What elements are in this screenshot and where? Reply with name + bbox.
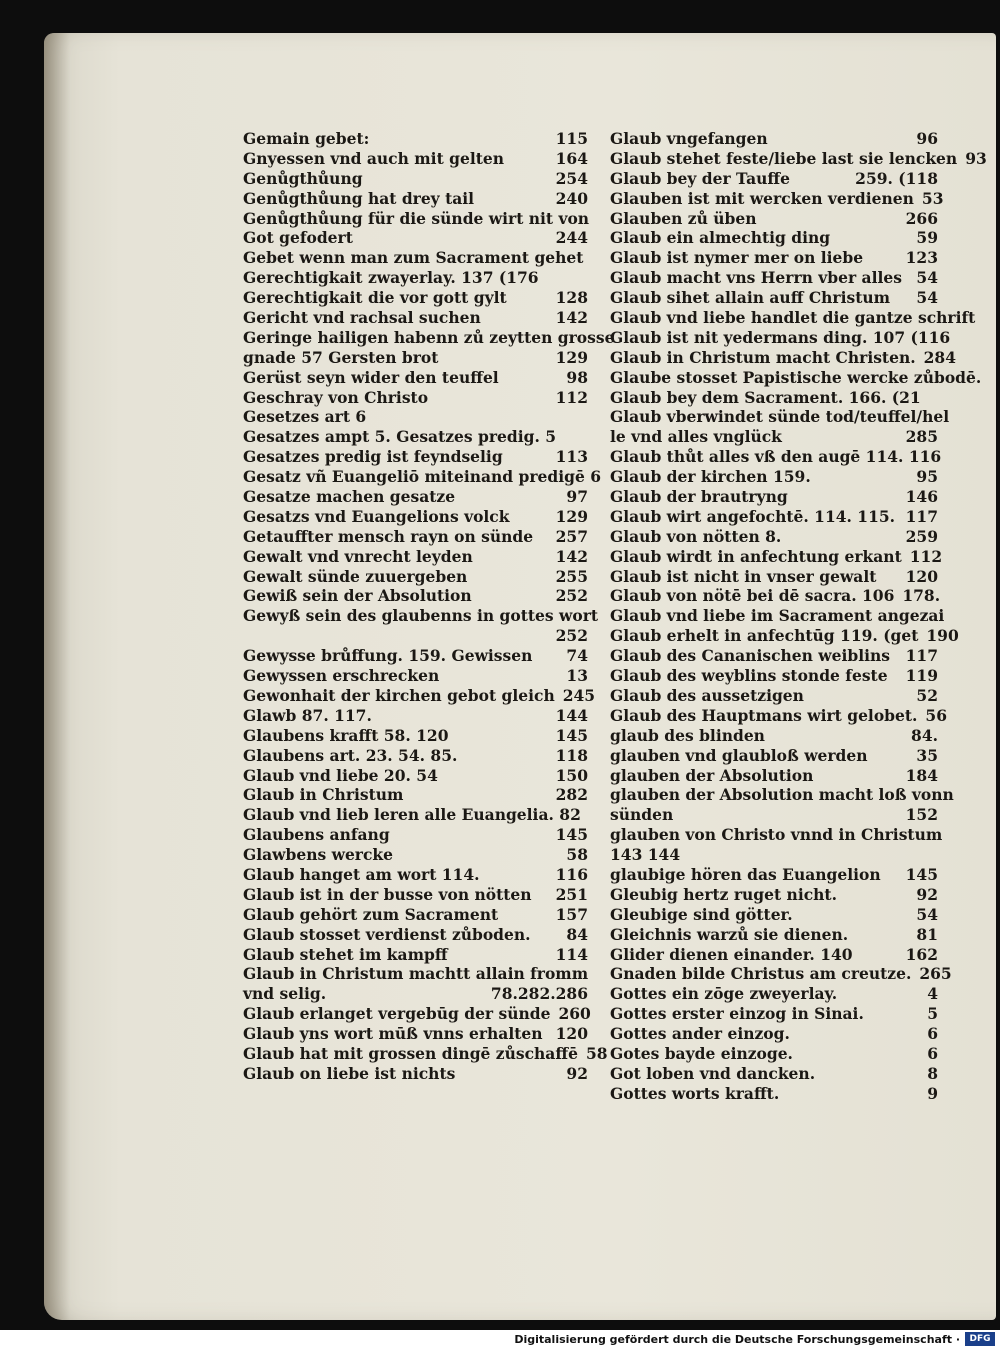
dfg-logo: DFG: [965, 1332, 995, 1346]
index-entry-page: 112: [909, 546, 943, 566]
index-entry-text: Glaubens art. 23. 54. 85.: [243, 745, 458, 765]
index-entry-page: 120: [555, 1024, 588, 1044]
index-entry: [243, 1024, 588, 1044]
index-entry-text: Got loben vnd dancken.: [610, 1063, 816, 1083]
index-entry-text: Glaub der kirchen 159.: [610, 467, 811, 487]
index-entry: [610, 1024, 938, 1044]
index-entry-page: 93: [965, 148, 987, 168]
index-entry-text: gnade 57 Gersten brot: [243, 347, 439, 367]
index-entry-page: 142: [555, 546, 588, 566]
index-entry-text: glauben der Absolution: [610, 765, 814, 785]
index-entry-page: 252: [555, 626, 588, 646]
index-entry-page: 58: [585, 1043, 608, 1063]
index-entry-text: Glaub von nötē bei dē sacra. 106: [610, 586, 895, 606]
index-entry-page: 9: [927, 1083, 938, 1103]
index-entry-page: 56: [925, 705, 947, 725]
index-entry-page: 245: [562, 685, 596, 705]
index-entry-page: 113: [555, 447, 588, 467]
index-entry-text: Glaub in Christum macht Christen.: [610, 347, 916, 367]
index-entry: [610, 228, 938, 248]
index-entry: [610, 347, 956, 368]
index-entry: [610, 626, 959, 646]
index-entry: [610, 527, 938, 547]
index-entry-text: Glider dienen einander. 140: [610, 944, 853, 964]
index-entry-text: Gnyessen vnd auch mit gelten: [243, 148, 505, 168]
index-entry-page: 260: [558, 1004, 591, 1024]
index-entry-text: Glaubens anfang: [243, 825, 390, 845]
index-entry: [243, 1043, 608, 1064]
index-entry-text: glaub des blinden: [610, 725, 765, 745]
index-entry-page: 6: [927, 1043, 938, 1063]
index-entry: [610, 885, 938, 905]
index-entry: [243, 209, 588, 229]
index-entry-text: Gottes worts krafft.: [610, 1083, 780, 1103]
index-entry: [610, 964, 952, 984]
index-entry: [610, 507, 938, 527]
index-entry-text: Geschray von Christo: [243, 387, 429, 407]
index-entry: [243, 905, 588, 925]
index-entry-text: Glaub der brautryng: [610, 487, 788, 507]
index-entry-page: 120: [905, 566, 938, 586]
index-entry-page: 128: [555, 288, 588, 308]
index-entry-page: 259. (118: [855, 168, 938, 188]
index-entry-page: 95: [916, 467, 938, 487]
index-entry-text: Glaub vnd liebe handlet die gantze schrift: [610, 308, 976, 328]
index-entry: [243, 685, 596, 706]
index-entry-page: 190: [926, 626, 959, 646]
index-entry-page: 184: [905, 765, 938, 785]
index-entry-text: Glaub thůt alles vß den augē 114. 116: [610, 447, 942, 467]
index-entry-text: Gewyß sein des glaubenns in gottes wort: [243, 606, 599, 626]
index-entry: [243, 964, 588, 984]
index-entry-text: vnd selig.: [243, 984, 327, 1004]
index-entry-text: Got gefodert: [243, 228, 353, 248]
index-entry-text: Gesatz vñ Euangeliō miteinand predigē 6: [243, 467, 601, 487]
index-entry: [610, 268, 938, 288]
index-entry-page: 54: [916, 268, 938, 288]
index-entry-text: Glaub ist nicht in vnser gewalt: [610, 566, 877, 586]
index-entry: [243, 248, 588, 268]
index-entry: [243, 586, 588, 606]
index-entry: [610, 805, 938, 825]
index-entry-text: Glaub in Christum: [243, 785, 404, 805]
index-entry-text: Genůgthůung für die sünde wirt nit von: [243, 208, 590, 228]
index-entry-text: Gesatzes ampt 5. Gesatzes predig. 5: [243, 427, 557, 447]
index-entry-text: sünden: [610, 805, 674, 825]
index-entry-page: 114: [555, 944, 588, 964]
index-entry: [243, 805, 588, 825]
index-entry-text: Glaub wirdt in anfechtung erkant: [610, 546, 902, 566]
index-entry-text: Gewonhait der kirchen gebot gleich: [243, 685, 555, 705]
index-entry: [243, 567, 588, 587]
index-entry-page: 142: [555, 308, 588, 328]
index-entry-text: Glaub bey dem Sacrament. 166. (21: [610, 387, 921, 407]
index-entry: [610, 188, 944, 209]
index-entry-text: glauben von Christo vnnd in Christum: [610, 825, 943, 845]
index-entry: [610, 845, 938, 865]
index-entry: [610, 586, 941, 606]
index-entry-text: Gleichnis warzů sie dienen.: [610, 924, 849, 944]
index-entry-page: 5: [927, 1004, 938, 1024]
index-entry-text: glaubige hören das Euangelion: [610, 864, 881, 884]
index-entry: [610, 686, 938, 706]
index-entry-text: Gewalt vnd vnrecht leyden: [243, 546, 473, 566]
index-entry-text: Gewiß sein der Absolution: [243, 586, 472, 606]
index-entry-text: Gewyssen erschrecken: [243, 666, 440, 686]
index-entry-page: 152: [905, 805, 938, 825]
index-entry-page: 157: [555, 904, 588, 924]
index-entry-page: 13: [566, 666, 588, 686]
index-entry: [243, 527, 588, 547]
index-entry-page: 284: [923, 347, 956, 367]
index-entry-page: 92: [566, 1063, 588, 1083]
index-entry: [610, 248, 938, 268]
index-entry: [610, 567, 938, 587]
index-entry-page: 97: [566, 487, 588, 507]
index-entry: [243, 487, 588, 507]
index-entry-text: Gleubig hertz ruget nicht.: [610, 884, 837, 904]
index-entry-page: 115: [555, 129, 588, 148]
index-entry-page: 8: [927, 1063, 938, 1083]
index-entry: [610, 1004, 938, 1024]
index-entry-text: le vnd alles vnglück: [610, 427, 782, 447]
index-entry: [610, 427, 938, 447]
index-entry: [610, 129, 938, 149]
index-entry-page: 4: [927, 984, 938, 1004]
index-entry-page: 244: [555, 228, 588, 248]
index-entry-text: Gewysse brůffung. 159. Gewissen: [243, 646, 533, 666]
index-entry: [243, 327, 615, 348]
index-entry: [610, 785, 954, 805]
index-entry: [610, 726, 938, 746]
index-entry-text: Glaub gehört zum Sacrament: [243, 904, 499, 924]
index-entry-text: Glaub sihet allain auff Christum: [610, 288, 891, 308]
index-entry: [243, 149, 588, 169]
index-entry-text: Gesetzes art 6: [243, 407, 367, 427]
index-entry: [610, 1084, 938, 1104]
index-entry: [610, 746, 938, 766]
index-entry-page: 123: [905, 248, 938, 268]
index-entry-page: 255: [555, 566, 588, 586]
index-entry-page: 117: [905, 506, 938, 526]
index-entry: [243, 984, 588, 1004]
index-entry: [243, 308, 588, 328]
index-entry-text: Glaub on liebe ist nichts: [243, 1063, 456, 1083]
index-entry: [243, 447, 588, 467]
index-entry: [243, 129, 588, 149]
index-entry-page: 150: [555, 765, 588, 785]
index-entry-text: Gottes ander einzog.: [610, 1024, 790, 1044]
index-entry-page: 129: [555, 347, 588, 367]
index-entry-text: Glaub ist in der busse von nötten: [243, 884, 532, 904]
index-entry-page: 92: [916, 884, 938, 904]
index-entry: [243, 746, 588, 766]
index-entry-page: 84.: [911, 725, 938, 745]
index-entry: [243, 666, 588, 686]
index-entry: [243, 388, 588, 408]
index-entry: [243, 368, 588, 388]
index-column-left: [243, 129, 615, 1084]
index-entry: [243, 825, 588, 845]
index-entry-page: 129: [555, 506, 588, 526]
index-entry: [243, 467, 601, 487]
index-entry-text: Getauffter mensch rayn on sünde: [243, 526, 534, 546]
index-entry-page: 285: [905, 427, 938, 447]
index-entry-text: Glaub von nötten 8.: [610, 526, 782, 546]
index-entry-page: 116: [555, 864, 588, 884]
index-entry: [610, 546, 943, 567]
footer-credit-text: Digitalisierung gefördert durch die Deutsche Forschungsgemeinschaft ·: [514, 1333, 960, 1346]
index-entry: [243, 885, 588, 905]
index-entry-text: Gesatze machen gesatze: [243, 487, 456, 507]
index-entry: [610, 388, 938, 408]
index-entry-page: 119: [905, 666, 938, 686]
index-entry-text: Glaub hanget am wort 114.: [243, 864, 480, 884]
index-entry-page: 58: [566, 845, 588, 865]
index-entry: [610, 766, 938, 786]
index-entry-text: Glaub ist nit yedermans ding. 107 (116: [610, 327, 951, 347]
index-entry-text: Glaub bey der Tauffe: [610, 168, 790, 188]
index-entry-page: 145: [555, 725, 588, 745]
index-column-right: [610, 129, 987, 1104]
index-entry: [243, 925, 588, 945]
index-entry: [243, 706, 588, 726]
index-entry: [243, 407, 588, 427]
index-entry-page: 145: [905, 864, 938, 884]
index-entry-page: 117: [905, 646, 938, 666]
index-entry-text: Glaub ein almechtig ding: [610, 228, 831, 248]
index-entry: [610, 288, 938, 308]
index-entry-page: 54: [916, 288, 938, 308]
index-entry-text: Gebet wenn man zum Sacrament gehet: [243, 248, 584, 268]
index-entry: [610, 148, 987, 169]
index-entry-text: glauben vnd glaubloß werden: [610, 745, 868, 765]
index-entry: [243, 169, 588, 189]
index-entry-text: Glauben ist mit wercken verdienen: [610, 188, 914, 208]
index-entry-page: 78.282.286: [490, 984, 588, 1004]
index-entry: [243, 726, 588, 746]
index-entry: [243, 626, 588, 646]
index-entry-text: Glaub erlanget vergebūg der sünde: [243, 1004, 551, 1024]
index-entry-text: Gottes erster einzog in Sinai.: [610, 1004, 864, 1024]
index-entry: [243, 606, 599, 626]
index-entry-page: 35: [916, 745, 938, 765]
index-entry-text: Gesatzs vnd Euangelions volck: [243, 506, 510, 526]
index-entry-page: 259: [905, 526, 938, 546]
index-entry-page: 144: [555, 705, 588, 725]
index-entry: [610, 865, 938, 885]
index-entry-page: 84: [566, 924, 588, 944]
index-entry-page: 54: [916, 904, 938, 924]
index-entry-text: Glaub vngefangen: [610, 129, 768, 148]
index-entry: [243, 1064, 588, 1084]
index-entry-page: 252: [555, 586, 588, 606]
index-entry-text: Gesatzes predig ist feyndselig: [243, 447, 503, 467]
index-entry: [610, 925, 938, 945]
index-entry-page: 240: [555, 188, 588, 208]
index-entry: [243, 189, 588, 209]
index-entry-page: 81: [916, 924, 938, 944]
index-entry-page: 145: [555, 825, 588, 845]
index-entry: [610, 666, 938, 686]
index-entry-text: Gewalt sünde zuuergeben: [243, 566, 468, 586]
index-entry-text: Glaub vnd liebe im Sacrament angezai: [610, 606, 945, 626]
index-entry: [243, 865, 588, 885]
index-entry-page: 98: [566, 367, 588, 387]
index-entry-text: Glauben zů üben: [610, 208, 757, 228]
index-entry-text: Genůgthůung: [243, 168, 363, 188]
index-entry: [610, 447, 942, 467]
index-entry-text: Glaub stosset verdienst zůboden.: [243, 924, 531, 944]
index-entry: [243, 1004, 591, 1024]
index-entry-text: Glaub ist nymer mer on liebe: [610, 248, 864, 268]
index-entry: [610, 984, 938, 1004]
index-entry-page: 162: [905, 944, 938, 964]
index-entry: [243, 646, 588, 666]
index-entry-text: Glaub stehet feste/liebe last sie lencken: [610, 148, 958, 168]
index-entry-text: Glaub des Cananischen weiblins: [610, 646, 891, 666]
index-entry: [610, 487, 938, 507]
index-entry-text: Glaub wirt angefochtē. 114. 115.: [610, 506, 896, 526]
digitization-footer: [0, 1330, 1000, 1349]
index-entry-text: Glawbens wercke: [243, 845, 394, 865]
index-entry-text: Gericht vnd rachsal suchen: [243, 308, 481, 328]
index-entry-text: glauben der Absolution macht loß vonn: [610, 785, 954, 805]
index-entry-text: Glaub vberwindet sünde tod/teuffel/hel: [610, 407, 950, 427]
index-entry-text: Gotes bayde einzoge.: [610, 1043, 793, 1063]
index-entry: [610, 367, 982, 388]
index-entry-page: 74: [566, 646, 588, 666]
index-entry: [610, 1064, 938, 1084]
index-entry-page: 265: [919, 964, 952, 984]
index-entry: [610, 905, 938, 925]
index-entry-text: Glaube stosset Papistische wercke zůbodē.: [610, 367, 982, 387]
index-entry-text: Gerechtigkait zwayerlay. 137 (176: [243, 268, 539, 288]
index-entry-page: 6: [927, 1024, 938, 1044]
index-entry-text: Glaub stehet im kampff: [243, 944, 448, 964]
index-entry-text: Glaub des Hauptmans wirt gelobet.: [610, 705, 918, 725]
page-gutter-shadow: [44, 33, 70, 1320]
index-entry-text: Glaub vnd liebe 20. 54: [243, 765, 438, 785]
index-entry-text: Glaub des aussetzigen: [610, 685, 804, 705]
index-entry-page: 96: [916, 129, 938, 148]
index-entry-text: Gleubige sind götter.: [610, 904, 793, 924]
index-entry: [243, 288, 588, 308]
index-entry-text: Glaub macht vns Herrn vber alles: [610, 268, 902, 288]
index-entry: [243, 507, 588, 527]
index-entry: [610, 945, 938, 965]
index-entry-text: Glaub in Christum machtt allain fromm: [243, 964, 589, 984]
index-entry: [610, 1044, 938, 1064]
index-entry: [243, 348, 588, 368]
index-entry-text: 143 144: [610, 845, 681, 865]
index-entry-text: Gnaden bilde Christus am creutze.: [610, 964, 912, 984]
index-entry-text: Gerechtigkait die vor gott gylt: [243, 288, 507, 308]
index-entry: [243, 845, 588, 865]
index-entry-text: Gottes ein zōge zweyerlay.: [610, 984, 838, 1004]
index-entry-page: 146: [905, 487, 938, 507]
index-entry-text: Glaubens krafft 58. 120: [243, 725, 449, 745]
index-entry: [243, 427, 588, 447]
index-entry: [610, 308, 976, 328]
index-entry-page: 282: [555, 785, 588, 805]
index-entry: [243, 766, 588, 786]
index-entry: [243, 785, 588, 805]
index-entry-page: 59: [916, 228, 938, 248]
index-entry-page: 254: [555, 168, 588, 188]
index-entry: [243, 547, 588, 567]
index-entry: [610, 209, 938, 229]
index-entry-text: Gemain gebet:: [243, 129, 370, 148]
index-entry: [610, 705, 947, 726]
index-entry-text: Glaub erhelt in anfechtūg 119. (get: [610, 626, 919, 646]
index-entry: [610, 606, 945, 626]
index-entry-page: 112: [555, 387, 588, 407]
index-entry: [610, 327, 951, 348]
index-entry-text: Glawb 87. 117.: [243, 705, 372, 725]
index-entry-text: Gerüst seyn wider den teuffel: [243, 367, 499, 387]
index-entry-page: 164: [555, 148, 588, 168]
index-entry-page: 251: [555, 884, 588, 904]
index-entry: [610, 407, 950, 427]
index-entry: [243, 228, 588, 248]
index-entry-text: Genůgthůung hat drey tail: [243, 188, 475, 208]
index-entry-page: 118: [555, 745, 588, 765]
index-entry: [610, 169, 938, 189]
index-entry: [243, 268, 588, 288]
index-entry: [610, 646, 938, 666]
index-entry-page: 52: [916, 685, 938, 705]
index-entry-text: Glaub des weyblins stonde feste: [610, 666, 888, 686]
index-entry-page: 257: [555, 526, 588, 546]
index-entry-page: 53: [921, 188, 944, 208]
index-entry-text: Glaub hat mit grossen dingē zůschaffē: [243, 1043, 578, 1063]
index-entry-text: Geringe hailigen habenn zů zeytten grosse: [243, 327, 615, 347]
index-entry: [610, 467, 938, 487]
index-entry-page: 178.: [902, 586, 941, 606]
index-entry-text: Glaub yns wort mūß vnns erhalten: [243, 1024, 543, 1044]
index-entry: [243, 945, 588, 965]
index-entry-text: Glaub vnd lieb leren alle Euangelia. 82: [243, 805, 581, 825]
index-entry: [610, 825, 943, 845]
index-entry-page: 266: [905, 208, 938, 228]
